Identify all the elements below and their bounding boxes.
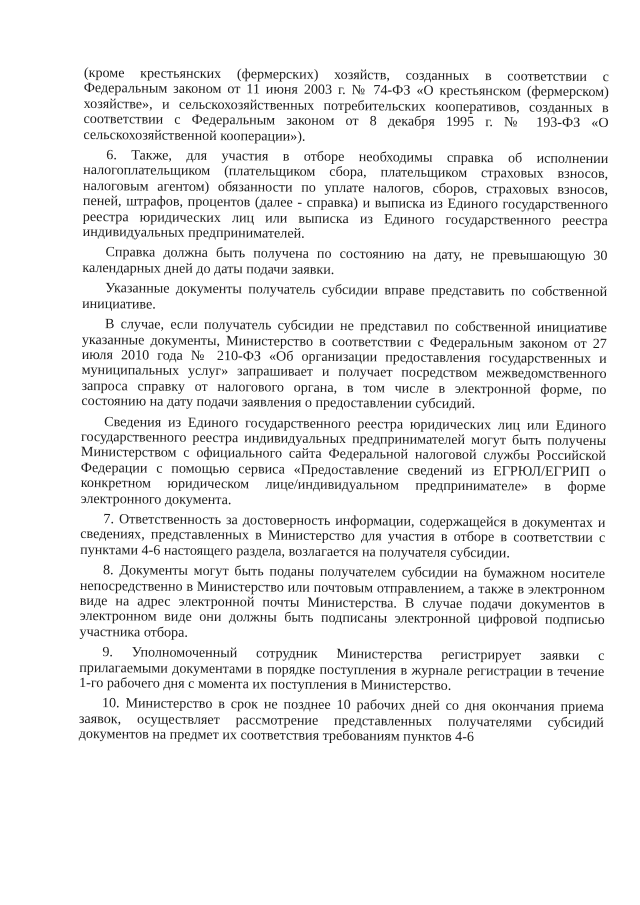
paragraph-own-initiative: Указанные документы получатель субсидии вправе представить по собственной инициативе. — [82, 280, 608, 313]
paragraph-item-10: 10. Министерство в срок не позднее 10 рабочих дней со дня окончания приема заявок, осуществляет рассмотрение представленных получателями субсидий документов на предмет их соответствия требованиям пунктов 4-6 — [78, 695, 605, 746]
paragraph-continuation: (кроме крестьянских (фермерских) хозяйств, созданных в соответствии с Федеральным законом от 11 июня 2003 г. № 74-ФЗ «О крестьянском (фермерском) хозяйстве», и сельскохозяйственных потребительских кооперативов, созданных в соответствии с Федеральным законом от 8 декабря 1995 г. № 193-ФЗ «О сельскохозяйственной кооперации»). — [83, 65, 609, 145]
paragraph-certificate-date: Справка должна быть получена по состоянию на дату, не превышающую 30 календарных дней до даты подачи заявки. — [82, 244, 608, 278]
paragraph-item-9: 9. Уполномоченный сотрудник Министерства регистрирует заявки с прилагаемыми документами в порядке поступления в журнале регистрации в течение 1-го рабочего дня с момента их поступления в Министерство. — [79, 644, 605, 694]
document-body — [79, 66, 609, 750]
paragraph-registry-info: Сведения из Единого государственного реестра юридических лиц или Единого государственного реестра индивидуальных предпринимателей могут быть получены Министерством с официального сайта Федеральной налоговой службы Российской Федерации с помощью сервиса «Предоставление сведений из ЕГРЮЛ/ЕГРИП о конкретном юридическом лице/индивидуальном предпринимателе» в форме электронного документа. — [80, 413, 607, 508]
paragraph-ministry-request: В случае, если получатель субсидии не представил по собственной инициативе указанные документы, Министерство в соответствии с Федеральным законом от 27 июля 2010 года № 210-ФЗ «Об организации предоставления государственных и муниципальных услуг» запрашивает и получает посредством межведомственного запроса справку от налогового органа, в том числе в электронной форме, по состоянию на дату подачи заявления о предоставлении субсидий. — [81, 316, 608, 413]
paragraph-item-7: 7. Ответственность за достоверность информации, содержащейся в документах и сведениях, представленных в Министерство для участия в отборе в соответствии с пунктами 4-6 настоящего раздела, возлагается на получателя субсидии. — [80, 511, 606, 562]
paragraph-item-6: 6. Также, для участия в отборе необходимы справка об исполнении налогоплательщиком (плательщиком сбора, плательщиком страховых взносов, налоговым агентом) обязанности по уплате налогов, сборов, страховых взносов, пеней, штрафов, процентов (далее - справка) и выписка из Единого государственного реестра юридических лиц или выписка из Единого государственного реестра индивидуальных предпринимателей. — [82, 147, 609, 242]
paragraph-item-8: 8. Документы могут быть поданы получателем субсидии на бумажном носителе непосредственно в Министерство или почтовым отправлением, а также в электронном виде на адрес электронной почты Министерства. В случае подачи документов в электронном виде они должны быть подписаны электронной цифровой подписью участника отбора. — [79, 562, 606, 641]
